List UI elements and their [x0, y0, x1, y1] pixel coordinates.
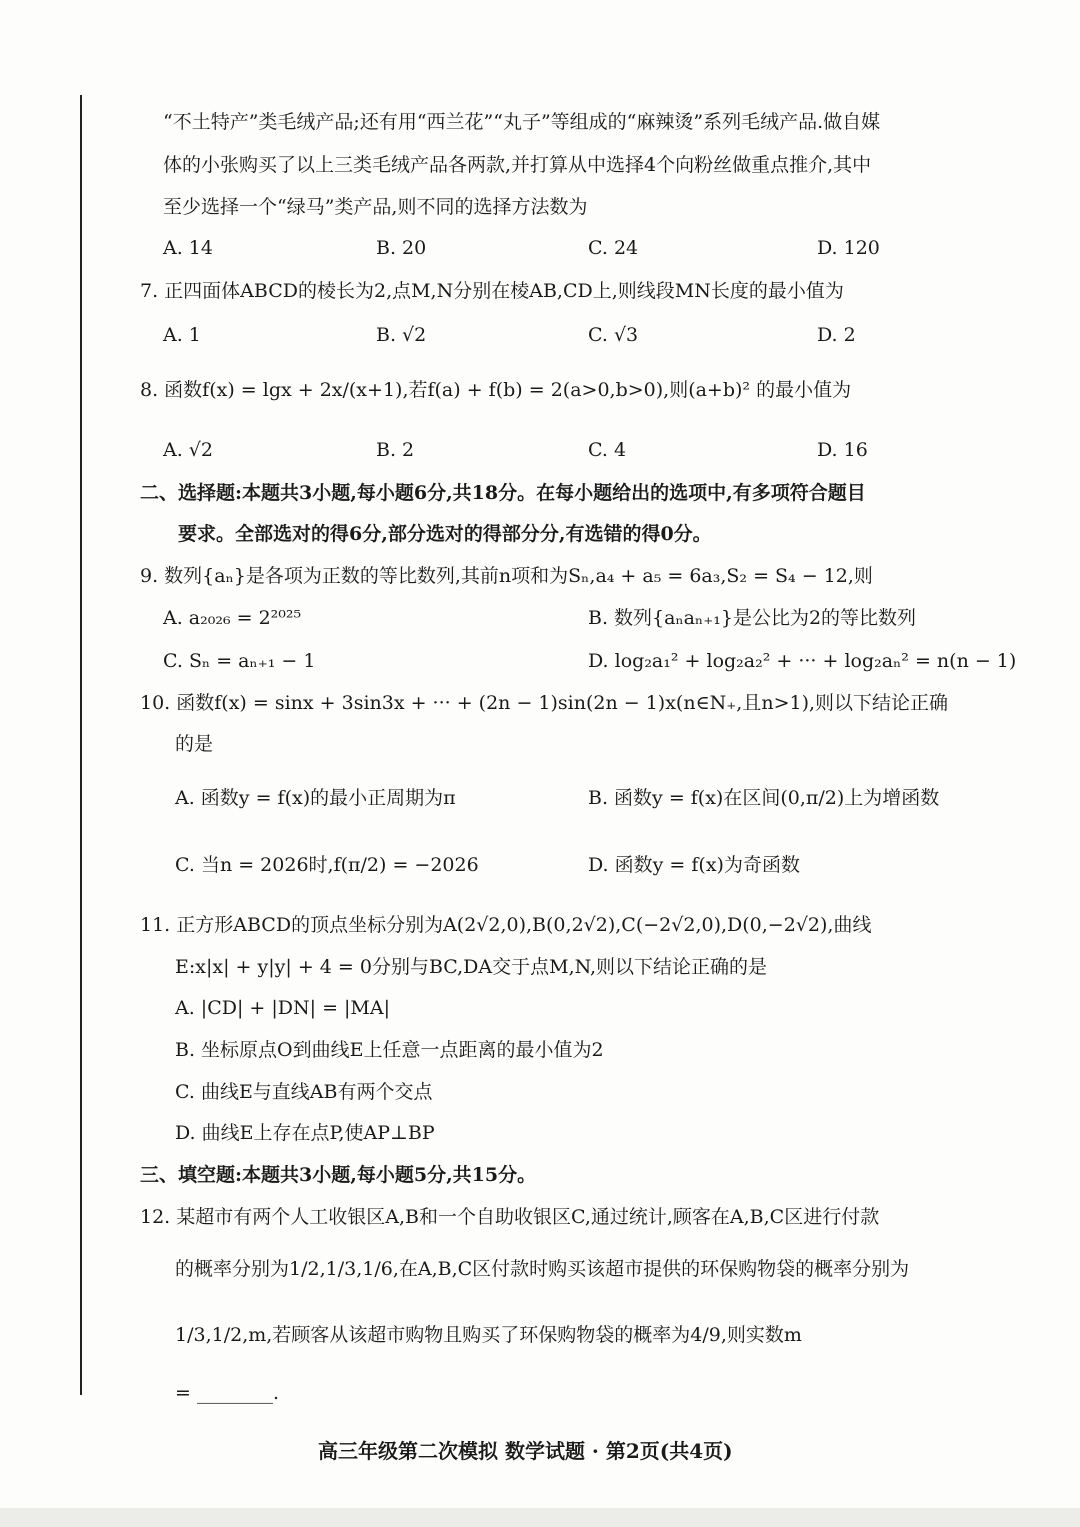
q6-line3: 至少选择一个“绿马”类产品,则不同的选择方法数为	[163, 196, 588, 218]
q10-option-a: A. 函数y = f(x)的最小正周期为π	[175, 787, 456, 809]
q6-line1: “不土特产”类毛绒产品;还有用“西兰花”“丸子”等组成的“麻辣烫”系列毛绒产品.做自媒	[163, 111, 881, 133]
q7-option-a: A. 1	[163, 324, 201, 346]
q12-stem-line2: 的概率分别为1/2,1/3,1/6,在A,B,C区付款时购买该超市提供的环保购物袋的概率分别为	[175, 1258, 910, 1280]
q8-option-a: A. √2	[163, 439, 213, 461]
q11-option-d: D. 曲线E上存在点P,使AP⊥BP	[175, 1122, 435, 1144]
q10-option-c: C. 当n = 2026时,f(π/2) = −2026	[175, 854, 479, 876]
q11-option-a: A. |CD| + |DN| = |MA|	[175, 997, 391, 1019]
section2-instructions: 要求。全部选对的得6分,部分选对的得部分分,有选错的得0分。	[178, 523, 712, 545]
q7-option-c: C. √3	[588, 324, 639, 346]
q7-option-b: B. √2	[376, 324, 427, 346]
q11-option-c: C. 曲线E与直线AB有两个交点	[175, 1081, 433, 1103]
q11-stem-line1: 11. 正方形ABCD的顶点坐标分别为A(2√2,0),B(0,2√2),C(−2√2,0),D(0,−2√2),曲线	[140, 914, 872, 936]
section2-heading: 二、选择题:本题共3小题,每小题6分,共18分。在每小题给出的选项中,有多项符合题目	[140, 482, 866, 504]
q10-option-d: D. 函数y = f(x)为奇函数	[588, 854, 800, 876]
q8-option-d: D. 16	[817, 439, 868, 461]
q9-option-c: C. Sₙ = aₙ₊₁ − 1	[163, 650, 316, 672]
q6-line2: 体的小张购买了以上三类毛绒产品各两款,并打算从中选择4个向粉丝做重点推介,其中	[163, 154, 872, 176]
q8-option-b: B. 2	[376, 439, 415, 461]
q10-stem-line1: 10. 函数f(x) = sinx + 3sin3x + ··· + (2n − 1)sin(2n − 1)x(n∈N₊,且n>1),则以下结论正确	[140, 692, 949, 714]
q12-answer-blank: = ________.	[175, 1382, 279, 1404]
scan-bottom-edge	[0, 1508, 1080, 1527]
q10-option-b: B. 函数y = f(x)在区间(0,π/2)上为增函数	[588, 787, 940, 809]
q7-stem: 7. 正四面体ABCD的棱长为2,点M,N分别在棱AB,CD上,则线段MN长度的最小值为	[140, 280, 844, 302]
q6-option-c: C. 24	[588, 237, 639, 259]
q12-stem-line1: 12. 某超市有两个人工收银区A,B和一个自助收银区C,通过统计,顾客在A,B,C区进行付款	[140, 1206, 880, 1228]
page-footer: 高三年级第二次模拟 数学试题 · 第2页(共4页)	[318, 1439, 733, 1463]
q7-option-d: D. 2	[817, 324, 856, 346]
q12-stem-line3: 1/3,1/2,m,若顾客从该超市购物且购买了环保购物袋的概率为4/9,则实数m	[175, 1324, 802, 1346]
q9-option-b: B. 数列{aₙaₙ₊₁}是公比为2的等比数列	[588, 607, 917, 629]
q9-option-a: A. a₂₀₂₆ = 2²⁰²⁵	[163, 607, 302, 629]
q10-stem-line2: 的是	[175, 733, 214, 755]
q6-option-b: B. 20	[376, 237, 427, 259]
q9-option-d: D. log₂a₁² + log₂a₂² + ··· + log₂aₙ² = n(n − 1)	[588, 650, 1017, 672]
q6-option-d: D. 120	[817, 237, 880, 259]
q8-stem: 8. 函数f(x) = lgx + 2x/(x+1),若f(a) + f(b) = 2(a>0,b>0),则(a+b)² 的最小值为	[140, 379, 852, 401]
q9-stem: 9. 数列{aₙ}是各项为正数的等比数列,其前n项和为Sₙ,a₄ + a₅ = 6a₃,S₂ = S₄ − 12,则	[140, 565, 873, 587]
q11-stem-line2: E:x|x| + y|y| + 4 = 0分别与BC,DA交于点M,N,则以下结论正确的是	[175, 956, 768, 978]
q6-option-a: A. 14	[163, 237, 213, 259]
left-margin-rule	[80, 95, 82, 1395]
q8-option-c: C. 4	[588, 439, 627, 461]
section3-heading: 三、填空题:本题共3小题,每小题5分,共15分。	[140, 1164, 537, 1186]
q11-option-b: B. 坐标原点O到曲线E上任意一点距离的最小值为2	[175, 1039, 604, 1061]
